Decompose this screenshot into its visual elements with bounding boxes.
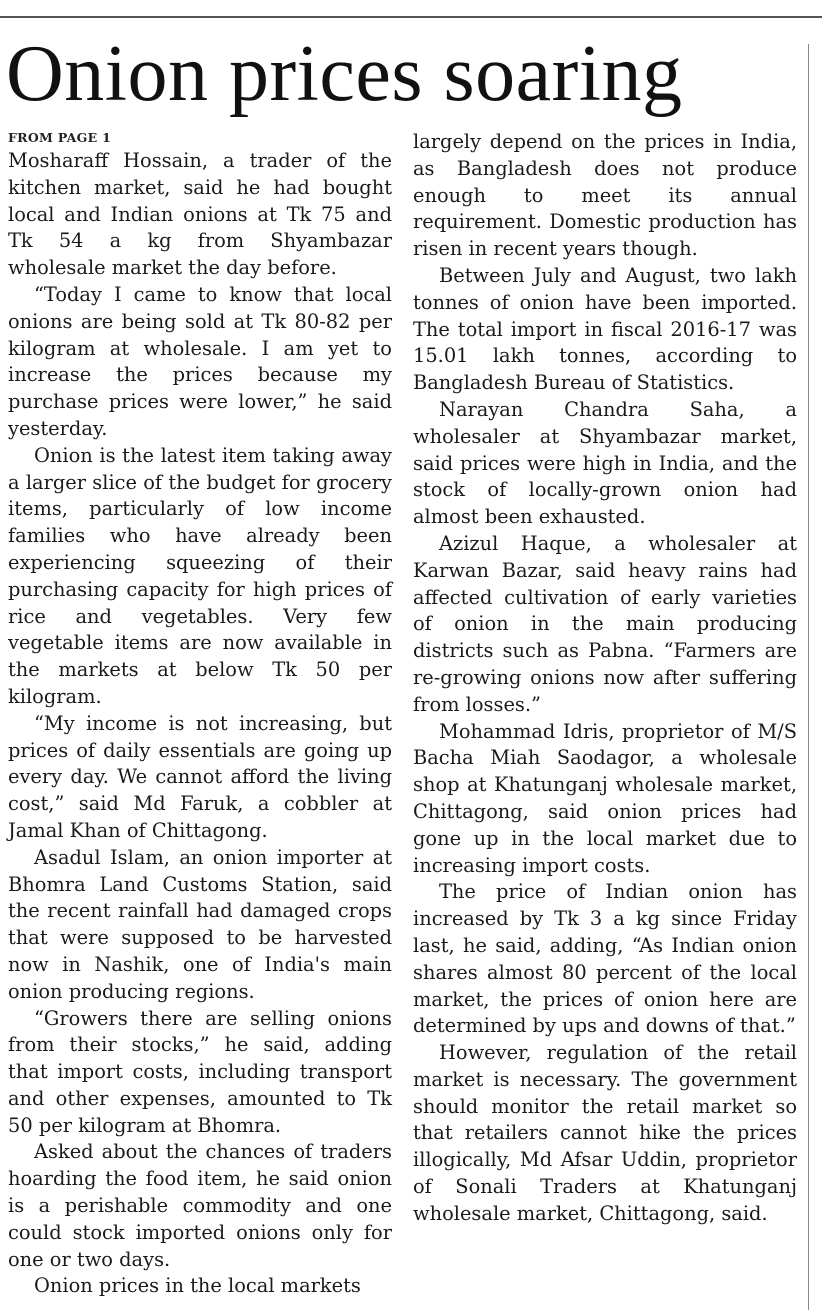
paragraph: Onion prices in the local markets (34, 1274, 361, 1298)
column-divider-rule (808, 44, 809, 1310)
paragraph: “Today I came to know that local onions are being sold at Tk 80-82 per kilogram at wholesale. I am yet to increase the prices because my purchase prices were lower,” he said yesterday. (8, 282, 392, 440)
paragraph: Azizul Haque, a wholesaler at Karwan Bazar, said heavy rains had affected cultivation of early varieties of onion in the main producing districts such as Pabna. “Farmers are re-growing onions now after suffering from losses.” (413, 531, 797, 716)
paragraph: Asadul Islam, an onion importer at Bhomra Land Customs Station, said the recent rainfall had damaged crops that were supposed to be harvested now in Nashik, one of India's main onion producing regions. (8, 845, 392, 1003)
paragraph: largely depend on the prices in India, as Bangladesh does not produce enough to meet its annual requirement. Domestic production has risen in recent years though. (413, 130, 797, 261)
paragraph: Between July and August, two lakh tonnes of onion have been imported. The total import in fiscal 2016-17 was 15.01 lakh tonnes, according to Bangladesh Bureau of Statistics. (413, 263, 797, 395)
paragraph: However, regulation of the retail market is necessary. The government should monitor the retail market so that retailers cannot hike the prices illogically, Md Afsar Uddin, proprietor of Sonali Traders at Khatunganj wholesale market, Chittagong, said. (413, 1041, 797, 1225)
paragraph: The price of Indian onion has increased by Tk 3 a kg since Friday last, he said, adding, “As Indian onion shares almost 80 percent of the local market, the prices of onion here are determined by ups and downs of that.” (413, 880, 797, 1038)
article-column-right (413, 129, 797, 1228)
paragraph: Asked about the chances of traders hoarding the food item, he said onion is a perishable commodity and one could stock imported onions only for one or two days. (8, 1140, 392, 1271)
paragraph: Mohammad Idris, proprietor of M/S Bacha Miah Saodagor, a wholesale shop at Khatunganj wholesale market, Chittagong, said onion prices had gone up in the local market due to increasing import costs. (413, 719, 797, 877)
kicker-from-page: FROM PAGE 1 (8, 130, 112, 145)
paragraph: Narayan Chandra Saha, a wholesaler at Shyambazar market, said prices were high in India, and the stock of locally-grown onion had almost been exhausted. (413, 397, 797, 529)
paragraph: “Growers there are selling onions from their stocks,” he said, adding that import costs, including transport and other expenses, amounted to Tk 50 per kilogram at Bhomra. (8, 1006, 392, 1137)
paragraph: Mosharaff Hossain, a trader of the kitchen market, said he had bought local and Indian onions at Tk 75 and Tk 54 a kg from Shyambazar wholesale market the day before. (8, 149, 392, 280)
paragraph: Onion is the latest item taking away a larger slice of the budget for grocery items, particularly of low income families who have already been experiencing squeezing of their purchasing capacity for high prices of rice and vegetables. Very few vegetable items are now available in the markets at below Tk 50 per kilogram. (8, 443, 392, 708)
paragraph: “My income is not increasing, but prices of daily essentials are going up every day. We cannot afford the living cost,” said Md Faruk, a cobbler at Jamal Khan of Chittagong. (8, 711, 392, 842)
article-column-left (8, 128, 392, 1300)
top-rule (0, 16, 822, 18)
headline: Onion prices soaring (6, 30, 683, 118)
